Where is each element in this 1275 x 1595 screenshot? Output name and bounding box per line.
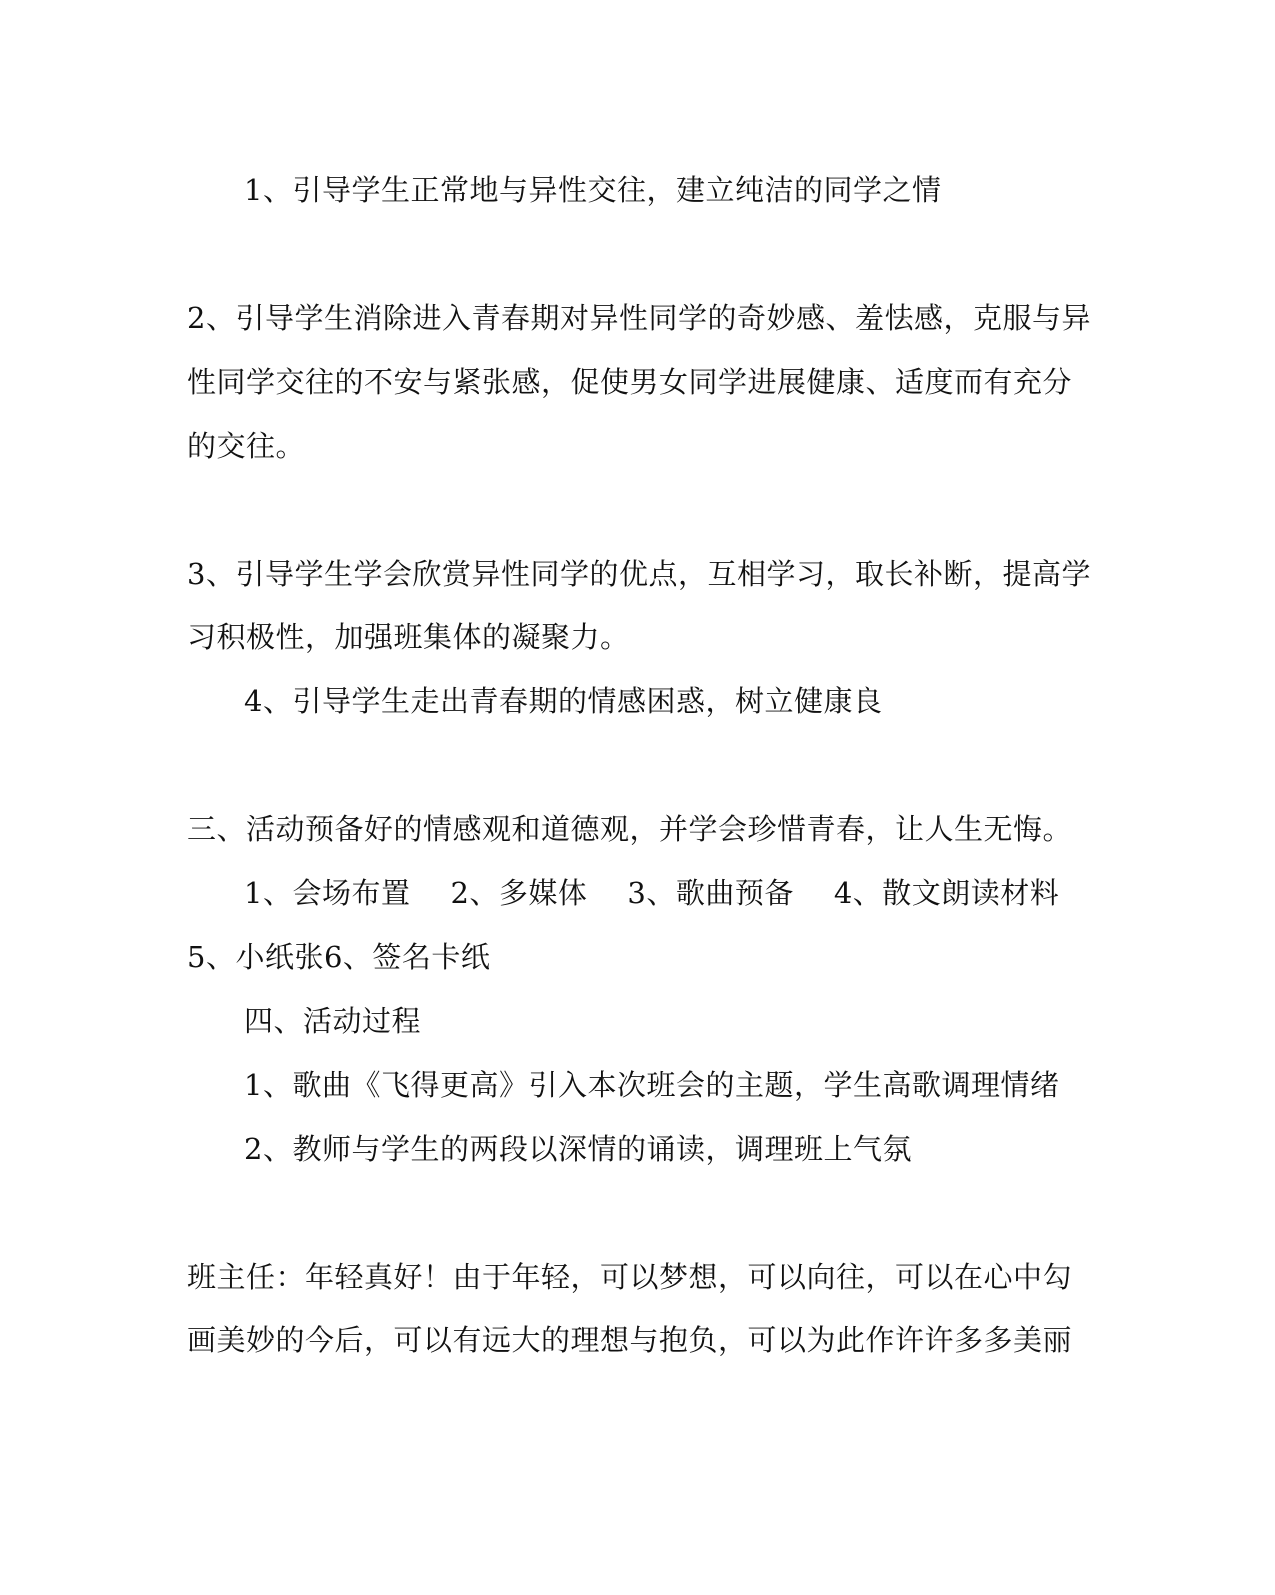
prep-item: 2、多媒体 <box>450 876 588 910</box>
prep-item: 1、会场布置 <box>244 876 411 910</box>
prep-items-continued: 5、小纸张6、签名卡纸 <box>187 940 491 974</box>
goal-item-3-line-2: 习积极性，加强班集体的凝聚力。 <box>187 620 630 654</box>
section-3-heading: 三、活动预备好的情感观和道德观，并学会珍惜青春，让人生无悔。 <box>187 812 1073 846</box>
prep-item: 4、散文朗读材料 <box>833 876 1060 910</box>
section-4-heading: 四、活动过程 <box>244 1004 422 1038</box>
teacher-speech-line-1: 班主任：年轻真好！由于年轻，可以梦想，可以向往，可以在心中勾 <box>187 1260 1073 1294</box>
goal-item-2-line-1: 2、引导学生消除进入青春期对异性同学的奇妙感、羞怯感，克服与异 <box>187 301 1091 335</box>
teacher-speech-line-2: 画美妙的今后，可以有远大的理想与抱负，可以为此作许许多多美丽 <box>187 1323 1073 1357</box>
prep-item: 3、歌曲预备 <box>627 876 794 910</box>
prep-items-row <box>244 873 1059 913</box>
goal-item-1: 1、引导学生正常地与异性交往，建立纯洁的同学之情 <box>244 173 942 207</box>
process-step-1: 1、歌曲《飞得更高》引入本次班会的主题，学生高歌调理情绪 <box>244 1068 1060 1102</box>
goal-item-2-line-3: 的交往。 <box>187 429 306 463</box>
process-step-2: 2、教师与学生的两段以深情的诵读，调理班上气氛 <box>244 1132 912 1166</box>
goal-item-2-line-2: 性同学交往的不安与紧张感，促使男女同学进展健康、适度而有充分 <box>187 365 1073 399</box>
goal-item-3-line-1: 3、引导学生学会欣赏异性同学的优点，互相学习，取长补断，提高学 <box>187 557 1091 591</box>
goal-item-4: 4、引导学生走出青春期的情感困惑，树立健康良 <box>244 684 883 718</box>
